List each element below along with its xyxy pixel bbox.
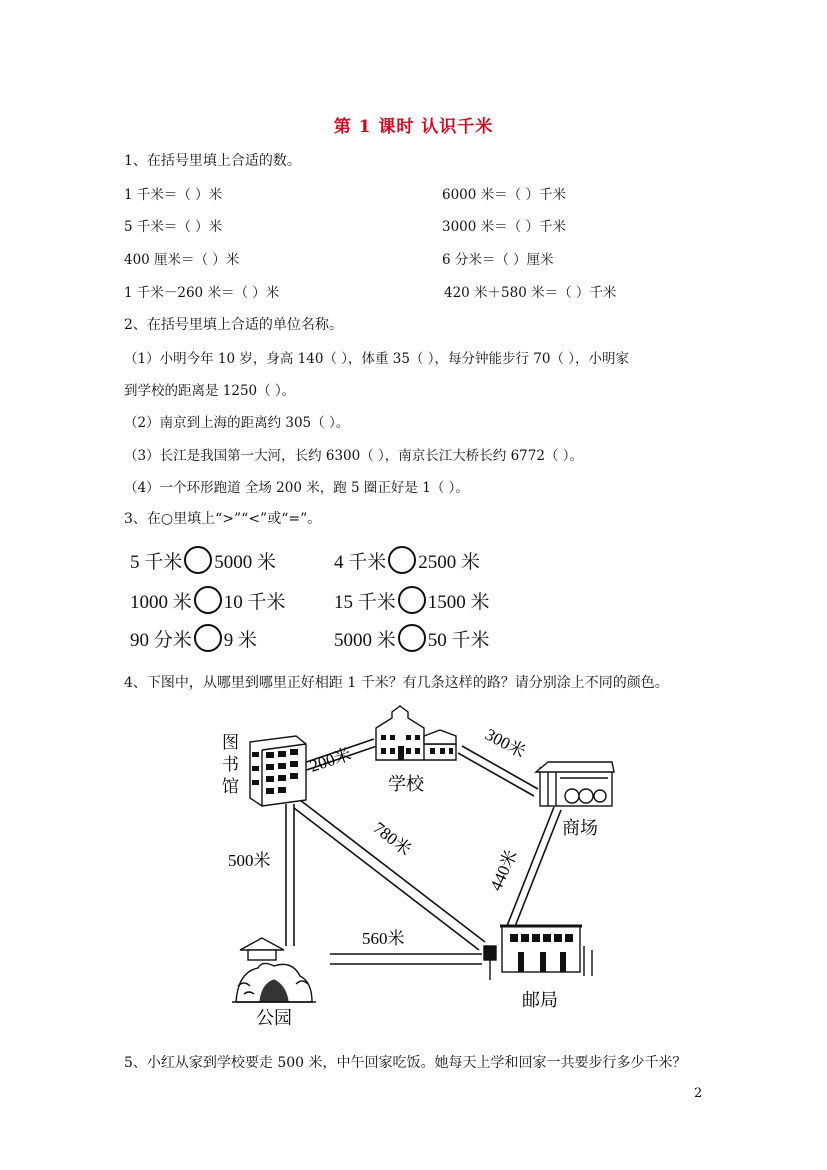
label-park: 公园 — [256, 1008, 292, 1028]
q2-line: （2）南京到上海的距离约 305（ ）。 — [124, 415, 350, 431]
q1-item: 400 厘米＝（ ）米 — [124, 252, 240, 268]
compare-left: 5000 米 — [334, 629, 396, 651]
mall-icon — [536, 762, 614, 806]
page-title: 第 1 课时 认识千米 — [333, 117, 494, 137]
park-icon — [232, 938, 316, 1002]
label-library-3: 馆 — [222, 777, 239, 796]
label-post: 邮局 — [522, 990, 558, 1010]
label-mall: 商场 — [562, 818, 598, 838]
road-library-park[interactable] — [286, 804, 294, 946]
library-icon — [250, 736, 306, 806]
compare-right: 9 米 — [223, 629, 258, 651]
q1-heading: 1、在括号里填上合适的数。 — [124, 153, 301, 169]
distance-school-mall: 300米 — [482, 724, 529, 762]
q1-item: 1 千米－260 米＝（ ）米 — [124, 285, 280, 301]
q1-item: 5 千米＝（ ）米 — [124, 219, 223, 235]
road-mall-post[interactable] — [507, 807, 561, 929]
q2-line: （4）一个环形跑道 全场 200 米，跑 5 圈正好是 1（ ）。 — [124, 480, 469, 496]
compare-left: 1000 米 — [130, 591, 192, 613]
compare-right: 1500 米 — [427, 591, 490, 613]
distance-library-park: 500米 — [228, 851, 271, 870]
q1-item: 3000 米＝（ ）千米 — [442, 219, 566, 235]
q1-item: 6000 米＝（ ）千米 — [442, 187, 566, 203]
compare-left: 90 分米 — [130, 629, 192, 651]
label-library-1: 图 — [222, 733, 239, 752]
distance-park-post: 560米 — [362, 929, 405, 948]
page-number: 2 — [694, 1086, 703, 1101]
compare-left: 5 千米 — [130, 551, 183, 573]
distance-library-post: 780米 — [369, 818, 415, 860]
label-school: 学校 — [388, 774, 424, 794]
label-library-2: 书 — [222, 755, 239, 774]
q1-item: 420 米＋580 米＝（ ）千米 — [444, 285, 617, 301]
q2-line: （3）长江是我国第一大河，长约 6300（ ），南京长江大桥长约 6772（ ）。 — [124, 448, 583, 464]
distance-mall-post: 440米 — [486, 847, 521, 894]
post-office-icon — [484, 926, 592, 980]
q2-heading: 2、在括号里填上合适的单位名称。 — [124, 317, 343, 333]
school-icon — [376, 706, 456, 760]
road-library-post[interactable] — [294, 800, 485, 950]
q2-line: 到学校的距离是 1250（ ）。 — [124, 383, 296, 399]
q5-heading: 5、小红从家到学校要走 500 米，中午回家吃饭。她每天上学和回家一共要步行多少千米？ — [124, 1055, 687, 1071]
q1-item: 1 千米＝（ ）米 — [124, 187, 223, 203]
compare-left: 4 千米 — [334, 551, 387, 573]
q2-line: （1）小明今年 10 岁，身高 140（ ），体重 35（ ），每分钟能步行 70（ ），小明家 — [124, 351, 629, 367]
q1-item: 6 分米＝（ ）厘米 — [442, 252, 554, 268]
compare-right: 10 千米 — [223, 591, 286, 613]
q4-heading: 4、下图中，从哪里到哪里正好相距 1 千米？有几条这样的路？请分别涂上不同的颜色。 — [124, 675, 669, 691]
compare-right: 5000 米 — [214, 551, 277, 573]
road-school-mall[interactable] — [458, 746, 538, 796]
compare-right: 50 千米 — [427, 629, 490, 651]
q3-heading: 3、在○里填上“>”“<”或“=”。 — [124, 511, 322, 527]
compare-right: 2500 米 — [418, 551, 481, 573]
compare-left: 15 千米 — [334, 591, 396, 613]
road-park-post[interactable] — [330, 954, 482, 964]
distance-library-school: 200米 — [307, 744, 354, 776]
